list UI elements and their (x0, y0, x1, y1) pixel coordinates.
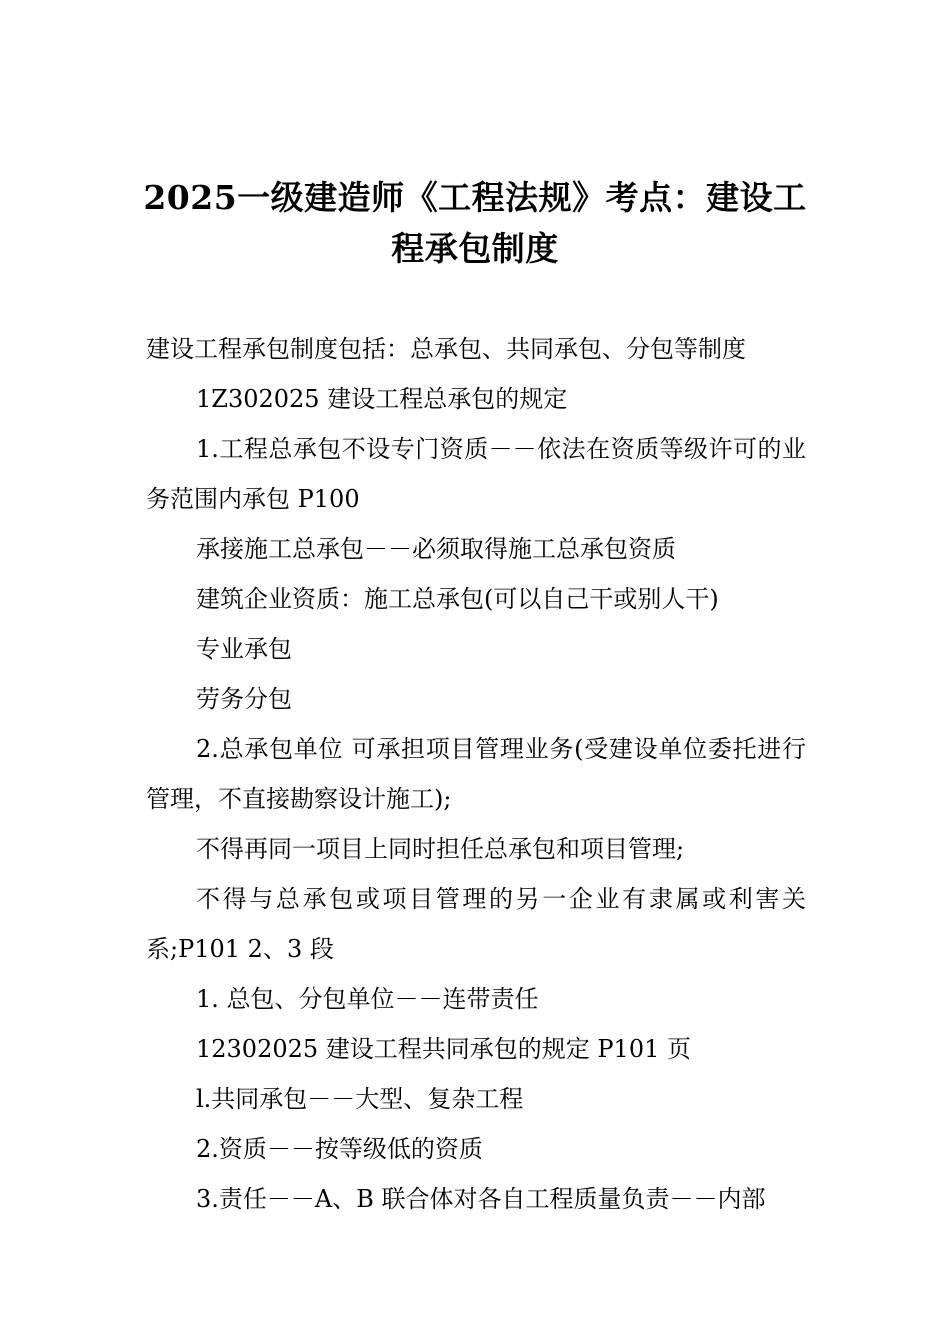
paragraph: 专业承包 (196, 635, 292, 663)
paragraph: 1. 总包、分包单位－－连带责任 (196, 985, 539, 1013)
paragraph: 1.工程总承包不设专门资质－－依法在资质等级许可的业务范围内承包 P100 (146, 435, 806, 513)
paragraph: 2.资质－－按等级低的资质 (196, 1135, 483, 1163)
paragraph: 1Z302025 建设工程总承包的规定 (196, 385, 568, 413)
paragraph: 不得再同一项目上同时担任总承包和项目管理; (196, 835, 685, 863)
document-body (146, 324, 806, 1224)
paragraph: 3.责任－－A、B 联合体对各自工程质量负责－－内部 (196, 1185, 766, 1213)
document-title: 2025一级建造师《工程法规》考点：建设工程承包制度 (143, 178, 807, 268)
paragraph: 承接施工总承包－－必须取得施工总承包资质 (196, 535, 676, 563)
paragraph: 2.总承包单位 可承担项目管理业务(受建设单位委托进行管理，不直接勘察设计施工); (146, 735, 806, 813)
paragraph: 建设工程承包制度包括：总承包、共同承包、分包等制度 (146, 335, 746, 363)
paragraph: 建筑企业资质：施工总承包(可以自己干或别人干) (196, 585, 719, 613)
paragraph: 12302025 建设工程共同承包的规定 P101 页 (196, 1035, 691, 1063)
paragraph: 不得与总承包或项目管理的另一企业有隶属或利害关系;P101 2、3 段 (146, 885, 806, 963)
paragraph: 劳务分包 (196, 685, 292, 713)
paragraph: l.共同承包－－大型、复杂工程 (196, 1085, 524, 1113)
